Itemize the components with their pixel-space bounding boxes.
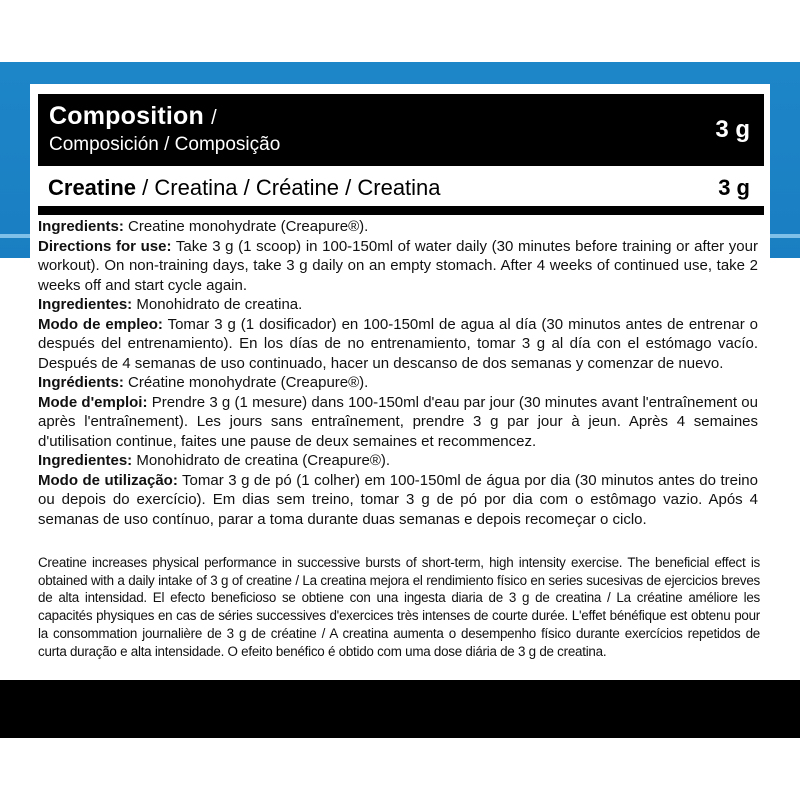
composition-header — [38, 94, 764, 166]
section-directions-pt — [38, 471, 758, 530]
composition-title-text: Composition — [49, 102, 204, 130]
bottom-black-band — [0, 680, 800, 738]
composition-title — [49, 102, 217, 131]
creatine-name-translations: / Creatina / Créatine / Creatina — [136, 175, 441, 200]
section-body: Monohidrato de creatina. — [132, 296, 303, 313]
section-label: Ingredients: — [38, 218, 124, 235]
section-label: Ingredientes: — [38, 452, 133, 469]
section-label: Ingrédients: — [38, 374, 124, 391]
divider-rule — [38, 206, 764, 215]
section-body: Take 3 g (1 scoop) in 100-150ml of water daily (30 minutes before training or after your workout). On non-training days, take 3 g daily on an empty stomach. After 4 weeks of continued use, take 2 weeks off and start cycle again. — [38, 237, 758, 294]
section-body: Tomar 3 g (1 dosificador) en 100-150ml de agua al día (30 minutos antes de entrenar o después del entrenamiento). En los días de no entrenamiento, tomar 3 g al día con el estómago vacío. Después de 4 semanas de uso continuado, hacer un descanso de dos semanas y comenzar de nuevo. — [38, 315, 758, 372]
section-ingredients-en — [38, 217, 758, 237]
section-label: Modo de empleo: — [38, 315, 163, 333]
health-claims-text: Creatine increases physical performance in successive bursts of short-term, high intensity exercise. The beneficial effect is obtained with a daily intake of 3 g of creatine / La creatina mejora el rendimiento físico en series sucesivas de ejercicios breves de alta intensidad. El efecto beneficioso se obtiene con una ingesta diaria de 3 g de creatina / La créatine améliore les capacités physiques en cas de séries successives d'exercices très intenses de courte durée. L'effet bénéfique est obtenu pour la consommation journalière de 3 g de créatine / A creatina aumenta o desempenho físico durante exercícios repetidos de curta duração e alta intensidade. O efeito benéfico é obtido com uma dose diária de 3 g de creatina. — [38, 555, 760, 659]
creatine-name-bold: Creatine — [48, 175, 137, 200]
section-body: Tomar 3 g de pó (1 colher) em 100-150ml de água por dia (30 minutos antes do treino ou depois do exercício). Em dias sem treino, tomar 3 g de pó por dia com o estômago vazio. Após 4 semanas de uso contínuo, parar a toma durante duas semanas e depois recomeçar o ciclo. — [38, 471, 758, 528]
composition-subtitle: Composición / Composição — [49, 134, 281, 155]
composition-dose: 3 g — [715, 116, 750, 143]
creatine-dose: 3 g — [718, 175, 750, 200]
composition-title-slash: / — [211, 107, 217, 129]
section-body: Créatine monohydrate (Creapure®). — [123, 374, 369, 391]
section-body: Creatine monohydrate (Creapure®). — [123, 218, 369, 235]
section-ingredients-es — [38, 295, 758, 315]
section-directions-en — [38, 237, 758, 296]
directions-text — [38, 217, 758, 529]
section-label: Mode d'emploi: — [38, 393, 148, 411]
section-body: Prendre 3 g (1 mesure) dans 100-150ml d'eau par jour (30 minutes avant l'entraînement ou après l'entraînement). Les jours sans entraînement, prendre 3 g par jour à jeun. Après 4 semaines d'utilisation continue, faites une pause de deux semaines et recommencez. — [38, 393, 758, 450]
section-label: Ingredientes: — [38, 296, 133, 313]
section-label: Directions for use: — [38, 237, 172, 255]
section-directions-es — [38, 315, 758, 374]
section-directions-fr — [38, 393, 758, 452]
section-body: Monohidrato de creatina (Creapure®). — [132, 452, 391, 469]
creatine-row — [38, 171, 764, 205]
creatine-name — [48, 175, 441, 201]
section-ingredients-fr — [38, 373, 758, 393]
section-label: Modo de utilização: — [38, 471, 178, 489]
section-ingredients-pt — [38, 451, 758, 471]
